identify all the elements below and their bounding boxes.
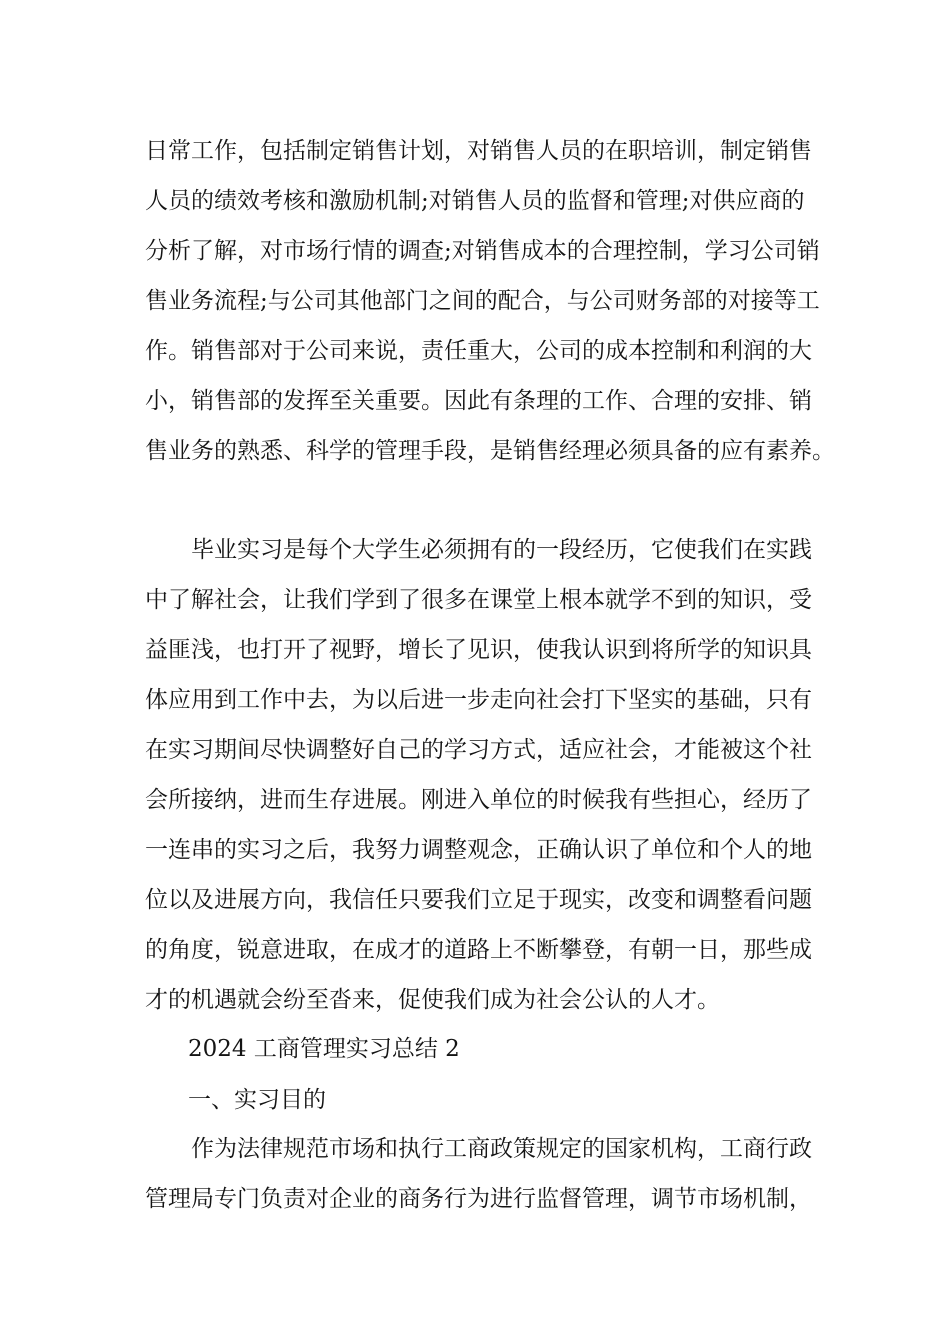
section-title: 2024 工商管理实习总结 2 [188,1036,460,1062]
paragraph-2-line: 的角度，锐意进取，在成才的道路上不断攀登，有朝一日，那些成 [145,937,812,963]
paragraph-1-line: 售业务的熟悉、科学的管理手段，是销售经理必须具备的应有素养。 [145,438,835,464]
paragraph-2-line: 益匪浅，也打开了视野，增长了见识，使我认识到将所学的知识具 [145,637,812,663]
subsection-title: 一、实习目的 [188,1087,326,1113]
paragraph-2-line: 在实习期间尽快调整好自己的学习方式，适应社会，才能被这个社 [145,737,812,763]
paragraph-3-line: 作为法律规范市场和执行工商政策规定的国家机构，工商行政 [191,1136,812,1162]
paragraph-3-line: 管理局专门负责对企业的商务行为进行监督管理，调节市场机制， [145,1186,812,1212]
paragraph-2-line: 一连串的实习之后，我努力调整观念，正确认识了单位和个人的地 [145,837,812,863]
paragraph-2-line: 中了解社会，让我们学到了很多在课堂上根本就学不到的知识，受 [145,587,812,613]
paragraph-1-line: 小，销售部的发挥至关重要。因此有条理的工作、合理的安排、销 [145,388,812,414]
paragraph-1-line: 人员的绩效考核和激励机制;对销售人员的监督和管理;对供应商的 [145,188,805,214]
paragraph-2-line: 毕业实习是每个大学生必须拥有的一段经历，它使我们在实践 [191,537,812,563]
paragraph-2-line: 才的机遇就会纷至沓来，促使我们成为社会公认的人才。 [145,987,720,1013]
paragraph-1-line: 售业务流程;与公司其他部门之间的配合，与公司财务部的对接等工 [145,288,820,314]
paragraph-2-line: 体应用到工作中去，为以后进一步走向社会打下坚实的基础，只有 [145,687,812,713]
paragraph-1-line: 分析了解，对市场行情的调查;对销售成本的合理控制，学习公司销 [145,238,820,264]
paragraph-2-line: 位以及进展方向，我信任只要我们立足于现实，改变和调整看问题 [145,887,812,913]
paragraph-1-line: 日常工作，包括制定销售计划，对销售人员的在职培训，制定销售 [145,138,812,164]
paragraph-1-line: 作。销售部对于公司来说，责任重大，公司的成本控制和利润的大 [145,338,812,364]
paragraph-2-line: 会所接纳，进而生存进展。刚进入单位的时候我有些担心，经历了 [145,787,812,813]
